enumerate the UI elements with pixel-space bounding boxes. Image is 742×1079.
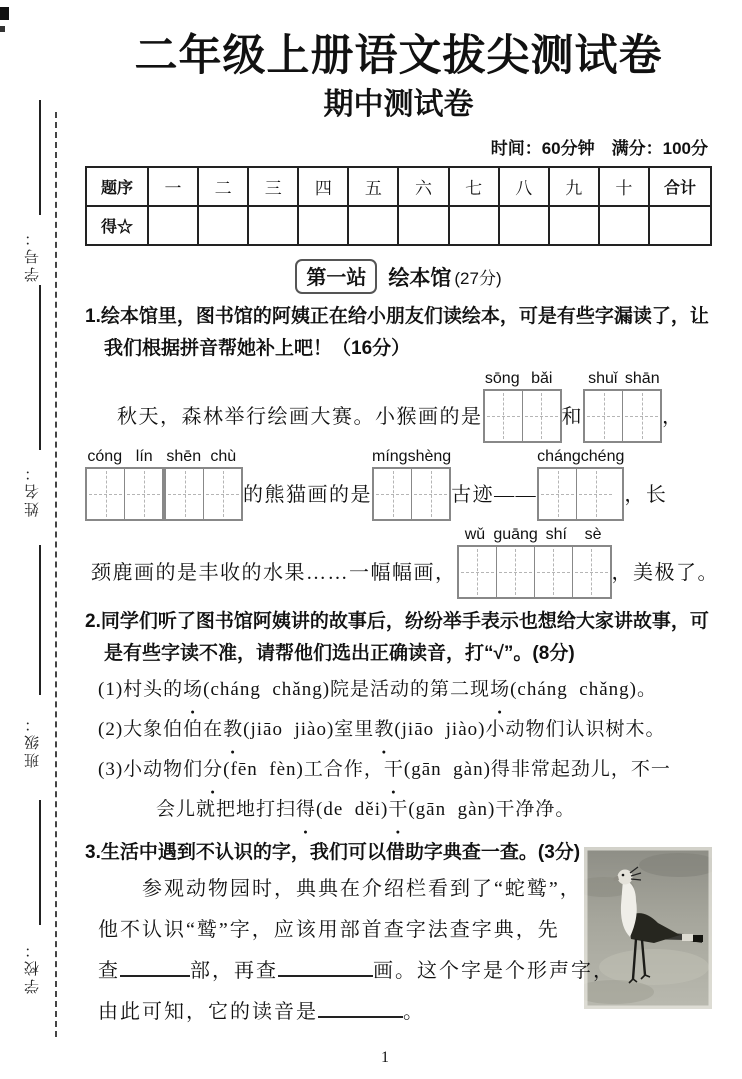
writing-cells bbox=[483, 389, 562, 443]
q2-prompt-text: 同学们听了图书馆阿姨讲的故事后，纷纷举手表示也想给大家讲故事，可 bbox=[100, 611, 709, 632]
sidebar-write-line bbox=[39, 545, 41, 695]
pinyin-syllable: lín bbox=[135, 448, 153, 465]
score-table-column: 十 bbox=[599, 167, 649, 206]
item-text: (de děi) bbox=[316, 799, 389, 820]
item-text: (1)村头的 bbox=[98, 679, 184, 700]
passage-text: ， bbox=[662, 406, 684, 428]
item-text: 会儿就把地打扫 bbox=[156, 799, 297, 820]
writing-cell bbox=[203, 469, 241, 519]
section-points: (27分) bbox=[454, 269, 502, 288]
score-table-column: 六 bbox=[398, 167, 448, 206]
section-header bbox=[85, 259, 712, 294]
writing-cell bbox=[572, 547, 610, 597]
scan-artifact-dot bbox=[0, 26, 5, 32]
pinyin-syllable: chù bbox=[210, 448, 237, 465]
q2-prompt-line1 bbox=[85, 606, 712, 638]
pinyin-syllable: guāng bbox=[493, 526, 538, 543]
pinyin-writing-box bbox=[583, 368, 662, 443]
q3-text: 画。这个字是个形声字， bbox=[373, 960, 615, 982]
pinyin-label bbox=[372, 446, 451, 467]
item-text: (cháng chǎng)院是活动的第二现 bbox=[203, 679, 491, 700]
time-score-info: 时间：60分钟 满分：100分 bbox=[490, 139, 708, 158]
score-cell bbox=[449, 206, 499, 245]
writing-cell bbox=[411, 469, 449, 519]
paper-title: 二年级上册语文拔尖测试卷 bbox=[134, 32, 663, 80]
item-text: (2)大象伯伯在 bbox=[98, 719, 224, 740]
q3-text: 他不认识“鹫”字，应该用部首查字法查字典，先 bbox=[98, 919, 560, 941]
pinyin-syllable: cháng bbox=[537, 448, 581, 465]
pinyin-writing-box bbox=[164, 446, 243, 521]
q3-text: 参观动物园时，典典在介绍栏看到了“蛇鹫”， bbox=[142, 878, 582, 900]
q2-item bbox=[85, 670, 712, 710]
answer-blank bbox=[278, 961, 373, 977]
score-table-column: 五 bbox=[348, 167, 398, 206]
score-table-column: 二 bbox=[198, 167, 248, 206]
q1-fill-line bbox=[117, 368, 712, 443]
writing-cells bbox=[537, 467, 624, 521]
writing-cell bbox=[576, 469, 614, 519]
q1-prompt-line2: 我们根据拼音帮她补上吧！（16分） bbox=[104, 338, 411, 359]
sidebar-field-label: 学校： bbox=[24, 940, 41, 994]
writing-cell bbox=[496, 547, 534, 597]
q2-item bbox=[85, 790, 712, 830]
section-badge: 第一站 bbox=[295, 259, 377, 294]
item-text: (jiāo jiào)小动物们认识树木。 bbox=[394, 719, 666, 740]
score-cell bbox=[148, 206, 198, 245]
pinyin-writing-box bbox=[372, 446, 451, 521]
writing-cell bbox=[166, 469, 203, 519]
q1-fill-lines bbox=[85, 368, 719, 599]
test-paper bbox=[85, 0, 719, 1033]
pinyin-syllable: sè bbox=[584, 526, 602, 543]
writing-cells bbox=[457, 545, 612, 599]
passage-text: 秋天，森林举行绘画大赛。小猴画的是 bbox=[117, 406, 483, 428]
writing-cell bbox=[124, 469, 162, 519]
score-row-label: 得☆ bbox=[86, 206, 148, 245]
sidebar-field-label: 姓名： bbox=[24, 463, 41, 517]
q3-number: 3. bbox=[85, 842, 101, 863]
score-cell bbox=[398, 206, 448, 245]
writing-cell bbox=[87, 469, 124, 519]
pinyin-label bbox=[85, 446, 164, 467]
passage-text: ，美极了。 bbox=[611, 562, 719, 584]
pinyin-syllable: bǎi bbox=[531, 370, 553, 387]
pinyin-syllable: sōng bbox=[484, 370, 520, 387]
passage-text: 颈鹿画的是丰收的水果……一幅幅画， bbox=[91, 562, 457, 584]
emphasized-char: 干 ● bbox=[388, 790, 408, 830]
emphasized-char: 教 ● bbox=[374, 710, 394, 750]
pinyin-writing-box bbox=[483, 368, 562, 443]
item-text: (fēn fèn)工合作， bbox=[223, 759, 384, 780]
q1-fill-line bbox=[85, 446, 712, 521]
emphasized-char: 教 ● bbox=[223, 710, 243, 750]
score-table-column: 七 bbox=[449, 167, 499, 206]
q3-prompt-text: 生活中遇到不认识的字，我们可以借助字典查一查。(3分) bbox=[100, 842, 581, 863]
item-text: (3)小动物们 bbox=[98, 759, 204, 780]
score-cell bbox=[549, 206, 599, 245]
score-table-column: 四 bbox=[298, 167, 348, 206]
section-name: 绘本馆 bbox=[388, 266, 452, 290]
writing-cell bbox=[459, 547, 496, 597]
writing-cells bbox=[85, 467, 164, 521]
q3-text: 部，再查 bbox=[190, 960, 278, 982]
item-text: (gān gàn)得非常起劲儿，不一 bbox=[403, 759, 671, 780]
pinyin-syllable: shān bbox=[624, 370, 660, 387]
pinyin-syllable: chéng bbox=[580, 448, 625, 465]
pinyin-syllable: shí bbox=[545, 526, 567, 543]
emphasized-char: 场 ● bbox=[490, 670, 510, 710]
passage-text: 的熊猫画的是 bbox=[243, 484, 372, 506]
score-table-column: 三 bbox=[248, 167, 298, 206]
pinyin-label bbox=[483, 368, 562, 389]
emphasized-char: 场 ● bbox=[183, 670, 203, 710]
score-table-total: 合计 bbox=[649, 167, 711, 206]
q2-number: 2. bbox=[85, 611, 101, 632]
score-table-corner: 题序 bbox=[86, 167, 148, 206]
answer-blank bbox=[318, 1002, 403, 1018]
q3-text: 由此可知，它的读音是 bbox=[98, 1001, 318, 1023]
score-cell bbox=[649, 206, 711, 245]
score-table-column: 一 bbox=[148, 167, 198, 206]
score-table-header-row bbox=[86, 167, 711, 206]
answer-blank bbox=[120, 961, 190, 977]
sidebar-field-label: 班级： bbox=[24, 714, 41, 768]
emphasized-char: 干 ● bbox=[384, 750, 404, 790]
paper-subtitle: 期中测试卷 bbox=[323, 88, 474, 121]
pinyin-label bbox=[583, 368, 662, 389]
q2-item bbox=[85, 750, 712, 790]
sidebar-write-line bbox=[39, 285, 41, 450]
pinyin-syllable: míng bbox=[372, 448, 408, 465]
q1-fill-line bbox=[91, 524, 719, 599]
score-cell bbox=[298, 206, 348, 245]
writing-cells bbox=[372, 467, 451, 521]
sidebar-write-line bbox=[39, 100, 41, 215]
writing-cell bbox=[374, 469, 411, 519]
writing-cell bbox=[585, 391, 622, 441]
pinyin-label bbox=[457, 524, 612, 545]
writing-cells bbox=[164, 467, 243, 521]
pinyin-label bbox=[537, 446, 624, 467]
q1-prompt-line1 bbox=[85, 301, 712, 333]
q2-prompt-line2: 是有些字读不准，请帮他们选出正确读音，打“√”。(8分) bbox=[104, 643, 575, 664]
question-1 bbox=[85, 301, 719, 599]
question-3 bbox=[85, 837, 712, 1033]
scan-artifact-mark bbox=[0, 7, 9, 20]
pinyin-syllable: wǔ bbox=[464, 526, 486, 543]
writing-cell bbox=[622, 391, 660, 441]
passage-text: 和 bbox=[561, 406, 583, 428]
item-text: (cháng chǎng)。 bbox=[510, 679, 657, 700]
q1-prompt-text: 绘本馆里，图书馆的阿姨正在给小朋友们读绘本，可是有些字漏读了，让 bbox=[100, 306, 709, 327]
writing-cells bbox=[583, 389, 662, 443]
score-table-score-row bbox=[86, 206, 711, 245]
score-table-column: 九 bbox=[549, 167, 599, 206]
item-text: (jiāo jiào)室里 bbox=[243, 719, 375, 740]
pinyin-writing-box bbox=[85, 446, 164, 521]
score-cell bbox=[348, 206, 398, 245]
score-table-column: 八 bbox=[499, 167, 549, 206]
question-2 bbox=[85, 606, 712, 830]
pinyin-writing-box bbox=[457, 524, 612, 599]
writing-cell bbox=[534, 547, 572, 597]
writing-cell bbox=[539, 469, 576, 519]
q1-number: 1. bbox=[85, 306, 101, 327]
q3-text: 。 bbox=[403, 1001, 425, 1023]
pinyin-syllable: shēn bbox=[166, 448, 202, 465]
writing-cell bbox=[485, 391, 522, 441]
score-cell bbox=[198, 206, 248, 245]
score-cell bbox=[248, 206, 298, 245]
q2-items bbox=[85, 670, 712, 830]
pinyin-syllable: cóng bbox=[87, 448, 123, 465]
q2-item bbox=[85, 710, 712, 750]
pinyin-label bbox=[164, 446, 243, 467]
q3-text: 查 bbox=[98, 960, 120, 982]
sidebar-field-label: 学号： bbox=[24, 228, 41, 282]
writing-cell bbox=[522, 391, 560, 441]
pinyin-syllable: shèng bbox=[407, 448, 452, 465]
passage-text: 古迹—— bbox=[451, 484, 538, 506]
fold-dashed-line bbox=[55, 112, 57, 1037]
page-number: 1 bbox=[381, 1049, 389, 1066]
item-text: (gān gàn)干净净。 bbox=[408, 799, 576, 820]
sidebar-write-line bbox=[39, 800, 41, 925]
passage-text: ，长 bbox=[624, 484, 668, 506]
score-cell bbox=[599, 206, 649, 245]
pinyin-writing-box bbox=[537, 446, 624, 521]
pinyin-syllable: shuǐ bbox=[588, 370, 618, 387]
emphasized-char: 得 ● bbox=[296, 790, 316, 830]
score-cell bbox=[499, 206, 549, 245]
score-table bbox=[85, 166, 712, 246]
emphasized-char: 分 ● bbox=[203, 750, 223, 790]
